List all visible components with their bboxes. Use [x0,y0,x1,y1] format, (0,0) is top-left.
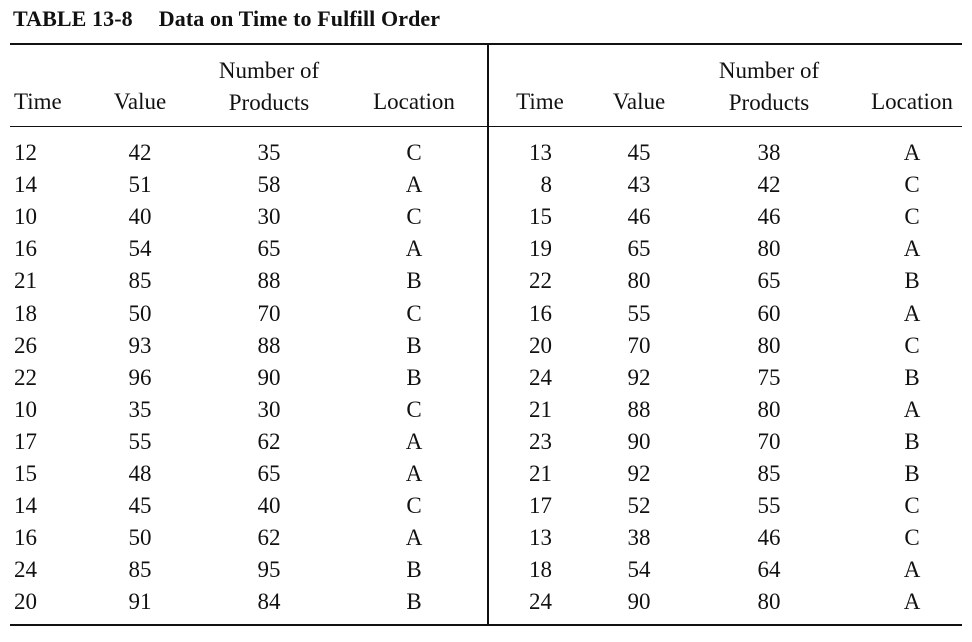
right-cell-value: 92 [627,461,651,486]
right-cell-value: 54 [627,557,651,583]
left-cell-time: 26 [14,332,37,358]
right-header-time: Time [516,89,564,114]
left-cell-products: 35 [257,140,281,165]
header-rule [10,126,962,127]
left-cell-value: 54 [128,236,152,262]
column-divider [487,45,489,624]
right-cell-products: 80 [757,396,781,422]
left-cell-value: 40 [128,204,152,230]
right-cell-location: B [904,268,920,294]
right-cell-time: 21 [529,396,552,422]
left-cell-time: 24 [14,557,37,583]
right-cell-products: 55 [757,493,781,519]
right-cell-products: 80 [757,332,781,358]
right-cell-location: B [904,428,920,454]
left-cell-products: 88 [257,268,281,294]
left-cell-location: C [406,204,422,230]
right-header-products-line2: Products [728,90,810,115]
left-cell-value: 93 [128,332,152,358]
left-cell-location: A [405,236,423,262]
right-cell-products: 60 [757,300,781,326]
right-cell-time: 22 [529,268,552,294]
left-cell-time: 17 [14,428,37,454]
right-cell-location: B [904,364,920,390]
right-cell-time: 15 [529,204,552,230]
left-cell-products: 88 [257,332,281,358]
left-header-products-line1: Number of [218,58,320,83]
left-cell-value: 50 [128,300,152,326]
right-cell-time: 18 [529,557,552,583]
left-cell-products: 70 [257,300,281,326]
right-cell-location: A [903,236,921,262]
left-cell-time: 16 [14,525,37,551]
right-cell-value: 90 [627,428,651,454]
right-cell-value: 43 [627,172,651,198]
right-cell-value: 45 [627,140,651,165]
left-cell-value: 55 [128,428,152,454]
right-cell-value: 92 [627,364,651,390]
right-cell-time: 17 [529,493,552,519]
left-cell-time: 10 [14,204,37,230]
left-cell-time: 14 [14,493,37,519]
left-cell-value: 48 [128,461,152,486]
left-cell-products: 40 [257,493,281,519]
left-cell-location: B [406,268,422,294]
left-cell-location: C [406,140,422,165]
right-cell-value: 55 [627,300,651,326]
right-cell-products: 75 [757,364,781,390]
right-cell-value: 90 [627,589,651,615]
right-cell-location: C [904,525,920,551]
right-cell-products: 80 [757,589,781,615]
right-cell-products: 46 [757,525,781,551]
left-cell-location: C [406,493,422,519]
left-cell-location: B [406,589,422,615]
left-cell-time: 18 [14,300,37,326]
left-cell-location: B [406,332,422,358]
right-cell-location: A [903,557,921,583]
right-header-value: Value [612,89,666,114]
right-cell-products: 80 [757,236,781,262]
right-cell-time: 24 [529,364,552,390]
left-cell-products: 65 [257,461,281,486]
left-header-products [219,55,319,119]
right-cell-time: 19 [529,236,552,262]
right-cell-products: 38 [757,140,781,165]
right-cell-time: 24 [529,589,552,615]
right-cell-time: 16 [529,300,552,326]
right-header-products [719,55,819,119]
left-cell-value: 42 [128,140,152,165]
left-header-time: Time [14,89,62,114]
right-cell-location: C [904,204,920,230]
right-cell-location: A [903,300,921,326]
right-cell-time: 13 [529,525,552,551]
right-header-location: Location [871,89,953,114]
left-header-location: Location [373,89,455,114]
right-cell-value: 52 [627,493,651,519]
right-cell-value: 70 [627,332,651,358]
left-cell-products: 58 [257,172,281,198]
left-cell-value: 91 [128,589,152,615]
right-cell-location: A [903,140,921,165]
left-cell-location: C [406,396,422,422]
table-title [13,6,440,32]
left-cell-products: 30 [257,204,281,230]
right-cell-location: C [904,172,920,198]
right-cell-value: 88 [627,396,651,422]
left-cell-value: 35 [128,396,152,422]
left-cell-value: 45 [128,493,152,519]
right-cell-location: B [904,461,920,486]
right-cell-products: 70 [757,428,781,454]
top-rule [10,43,962,45]
right-cell-products: 85 [757,461,781,486]
left-cell-time: 15 [14,461,37,486]
left-header-products-line2: Products [228,90,310,115]
left-cell-value: 85 [128,268,152,294]
left-cell-location: C [406,300,422,326]
left-cell-value: 96 [128,364,152,390]
right-cell-value: 38 [627,525,651,551]
left-cell-products: 90 [257,364,281,390]
left-cell-time: 12 [14,140,37,165]
left-cell-time: 22 [14,364,37,390]
right-cell-location: A [903,589,921,615]
left-cell-location: B [406,364,422,390]
left-cell-products: 95 [257,557,281,583]
right-cell-time: 23 [529,428,552,454]
right-cell-value: 80 [627,268,651,294]
left-cell-time: 21 [14,268,37,294]
left-cell-location: A [405,525,423,551]
left-cell-time: 14 [14,172,37,198]
left-cell-time: 20 [14,589,37,615]
right-header-products-line1: Number of [718,58,820,83]
left-cell-products: 62 [257,428,281,454]
right-cell-location: A [903,396,921,422]
right-cell-time: 8 [540,172,552,198]
right-cell-location: C [904,493,920,519]
right-cell-time: 20 [529,332,552,358]
left-cell-location: B [406,557,422,583]
right-cell-products: 65 [757,268,781,294]
left-cell-value: 51 [128,172,152,198]
left-cell-value: 85 [128,557,152,583]
right-cell-value: 65 [627,236,651,262]
left-cell-location: A [405,461,423,486]
table-number: TABLE 13-8 [13,6,133,31]
left-cell-products: 84 [257,589,281,615]
bottom-rule [10,624,962,626]
left-cell-value: 50 [128,525,152,551]
right-cell-location: C [904,332,920,358]
right-cell-products: 64 [757,557,781,583]
left-cell-time: 10 [14,396,37,422]
right-cell-value: 46 [627,204,651,230]
left-cell-location: A [405,428,423,454]
left-cell-products: 65 [257,236,281,262]
right-cell-time: 21 [529,461,552,486]
left-header-value: Value [113,89,167,114]
right-cell-products: 46 [757,204,781,230]
table-caption: Data on Time to Fulfill Order [158,6,441,31]
right-cell-time: 13 [529,140,552,165]
left-cell-products: 62 [257,525,281,551]
left-cell-time: 16 [14,236,37,262]
left-cell-location: A [405,172,423,198]
left-cell-products: 30 [257,396,281,422]
right-cell-products: 42 [757,172,781,198]
